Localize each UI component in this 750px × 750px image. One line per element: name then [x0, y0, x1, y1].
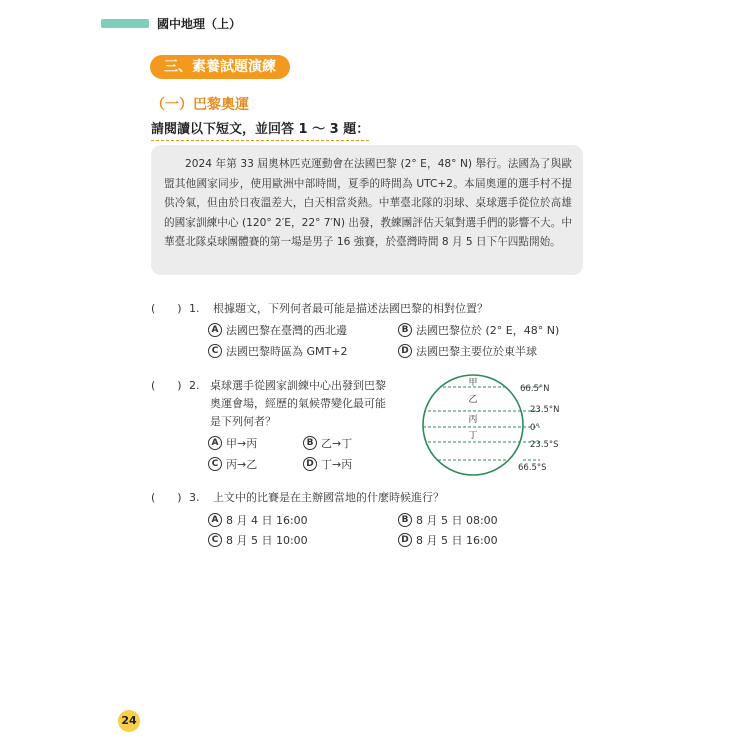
option-d[interactable] — [398, 532, 498, 548]
option-b[interactable] — [398, 512, 498, 528]
option-text: 8 月 5 日 10:00 — [226, 534, 308, 547]
option-letter: B — [398, 323, 412, 337]
option-a[interactable] — [208, 322, 347, 338]
zone-label-yi: 乙 — [468, 395, 478, 405]
option-text: 8 月 5 日 08:00 — [416, 514, 498, 527]
option-letter: A — [208, 323, 222, 337]
option-c[interactable] — [208, 532, 308, 548]
option-a[interactable] — [208, 512, 308, 528]
latitude-label: 0° — [530, 423, 540, 433]
zone-label-jia: 甲 — [468, 378, 478, 388]
zone-label-bing: 丙 — [468, 415, 478, 425]
option-text: 8 月 5 日 16:00 — [416, 534, 498, 547]
option-text: 法國巴黎位於 (2° E，48° N) — [416, 324, 560, 337]
question-number: 3. — [189, 491, 200, 504]
option-text: 法國巴黎時區為 GMT+2 — [226, 345, 348, 358]
option-text: 丁→丙 — [321, 458, 353, 471]
question-1 — [151, 300, 488, 316]
page-number: 24 — [118, 710, 140, 732]
option-letter: D — [398, 533, 412, 547]
section-badge: 三、素養試題演練 — [150, 55, 290, 79]
book-title: 國中地理（上） — [157, 17, 242, 31]
option-letter: D — [303, 457, 317, 471]
latitude-label: 66.5°N — [520, 384, 550, 394]
option-letter: A — [208, 513, 222, 527]
option-letter: A — [208, 436, 222, 450]
answer-blank[interactable]: ( ) — [151, 302, 182, 315]
climate-zone-globe — [418, 374, 588, 476]
option-text: 乙→丁 — [321, 437, 353, 450]
question-text: 根據題文，下列何者最可能是描述法國巴黎的相對位置？ — [213, 302, 488, 315]
answer-blank[interactable]: ( ) — [151, 491, 182, 504]
latitude-label: 23.5°N — [530, 405, 560, 415]
option-letter: C — [208, 344, 222, 358]
option-letter: D — [398, 344, 412, 358]
question-text: 桌球選手從國家訓練中心出發到巴黎奧運會場，經歷的氣候帶變化最可能是下列何者？ — [210, 379, 386, 428]
answer-blank[interactable]: ( ) — [151, 379, 182, 392]
header-accent-bar — [101, 19, 149, 28]
subsection-title: （一）巴黎奧運 — [151, 97, 249, 113]
latitude-label: 66.5°S — [518, 463, 547, 473]
option-c[interactable] — [208, 343, 347, 359]
option-text: 甲→丙 — [226, 437, 258, 450]
option-text: 法國巴黎在臺灣的西北邊 — [226, 324, 347, 337]
question-text: 上文中的比賽是在主辦國當地的什麼時候進行？ — [213, 491, 444, 504]
option-text: 法國巴黎主要位於東半球 — [416, 345, 537, 358]
option-b[interactable] — [398, 322, 559, 338]
option-letter: C — [208, 457, 222, 471]
option-text: 8 月 4 日 16:00 — [226, 514, 308, 527]
latitude-label: 23.5°S — [530, 440, 559, 450]
question-number: 1. — [189, 302, 200, 315]
question-2 — [151, 377, 213, 393]
option-b[interactable] — [303, 435, 352, 451]
question-number: 2. — [189, 379, 200, 392]
option-d[interactable] — [398, 343, 537, 359]
option-letter: B — [398, 513, 412, 527]
option-letter: B — [303, 436, 317, 450]
passage-box — [151, 145, 583, 275]
option-letter: C — [208, 533, 222, 547]
option-text: 丙→乙 — [226, 458, 258, 471]
zone-label-ding: 丁 — [468, 431, 478, 441]
option-d[interactable] — [303, 456, 352, 472]
reading-instruction: 請閱讀以下短文，並回答 1 ～ 3 題： — [151, 118, 369, 141]
option-a[interactable] — [208, 435, 257, 451]
question-3 — [151, 489, 444, 505]
passage-text: 2024 年第 33 屆奧林匹克運動會在法國巴黎 (2° E，48° N) 舉行。法國為了與歐盟其他國家同步，使用歐洲中部時間，夏季的時間為 UTC+2。本屆奧運的選手村不提供冷氣，但由於日夜溫差大，白天相當炎熱。中華臺北隊的羽球、桌球選手從位於高雄的國家訓練中心 (120° 2′E，22° 7′N) 出發，教練團評估天氣對選手們的影響不大。中華臺北隊桌球團體賽的第一場是男子 16 強賽，於臺灣時間 8 月 5 日下午四點開始。 — [164, 158, 572, 248]
option-c[interactable] — [208, 456, 257, 472]
